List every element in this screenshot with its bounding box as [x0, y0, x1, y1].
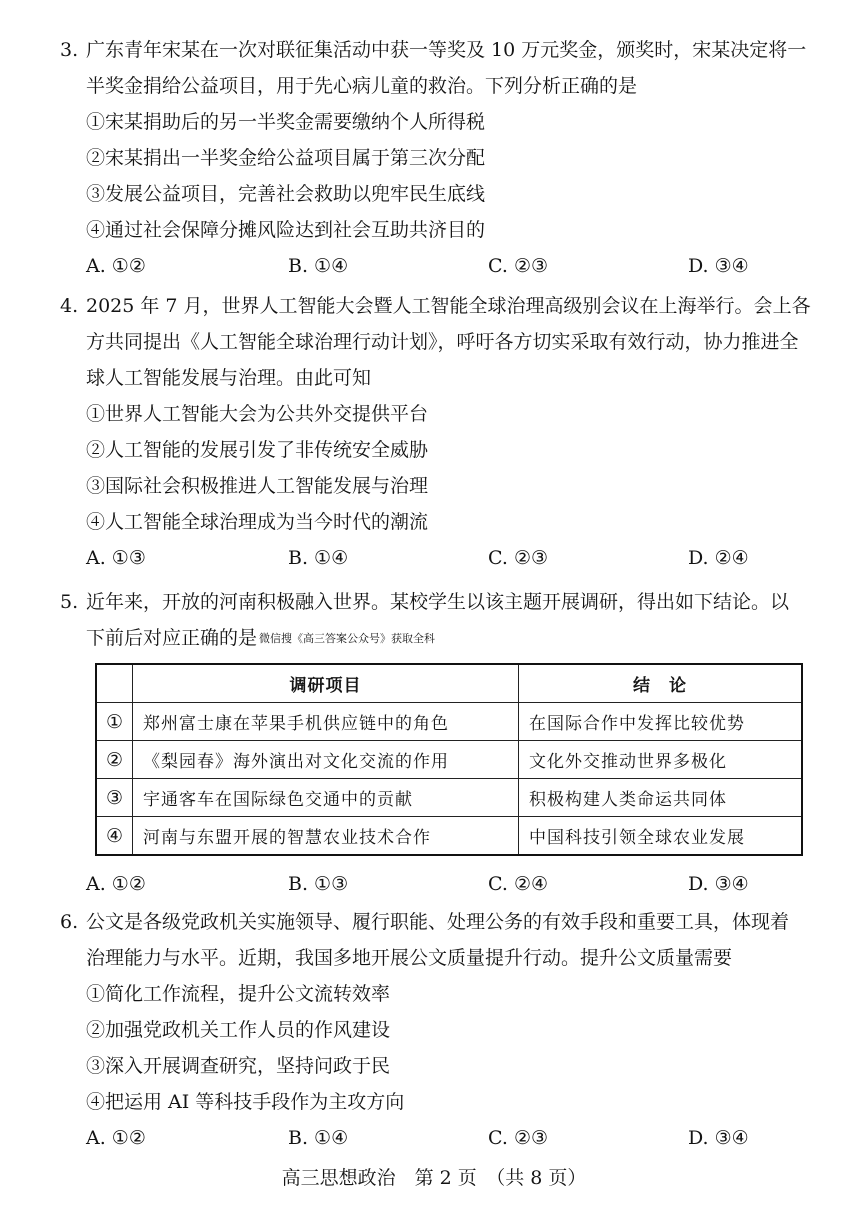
statement-option: ③国际社会积极推进人工智能发展与治理	[86, 475, 429, 497]
answer-choices	[60, 1120, 820, 1156]
page-footer: 高三思想政治 第 2 页 （共 8 页）	[281, 1167, 587, 1189]
table-row	[96, 703, 802, 741]
choice-a: A. ①②	[86, 873, 146, 895]
question-stem	[86, 584, 820, 657]
statement-option: ④通过社会保障分摊风险达到社会互助共济目的	[86, 219, 486, 241]
table-cell: ②	[96, 741, 133, 779]
choice-c: C. ②④	[488, 873, 549, 895]
table-cell: 《梨园春》海外演出对文化交流的作用	[133, 741, 519, 779]
table-cell: ④	[96, 817, 133, 856]
stem-line: 公文是各级党政机关实施领导、履行职能、处理公务的有效手段和重要工具，体现着	[86, 911, 790, 933]
statement-option: ③发展公益项目，完善社会救助以兜牢民生底线	[86, 183, 486, 205]
choice-c: C. ②③	[488, 255, 549, 277]
answer-choices	[60, 866, 820, 902]
stem-line: 治理能力与水平。近期，我国多地开展公文质量提升行动。提升公文质量需要	[86, 947, 733, 969]
statement-option: ①简化工作流程，提升公文流转效率	[86, 983, 391, 1005]
statement-option: ②人工智能的发展引发了非传统安全威胁	[86, 439, 429, 461]
question-6	[60, 904, 820, 1156]
question-stem	[86, 904, 820, 976]
answer-choices	[60, 540, 820, 576]
stem-line: 2025 年 7 月，世界人工智能大会暨人工智能全球治理高级别会议在上海举行。会上各	[86, 295, 811, 317]
table-cell: 河南与东盟开展的智慧农业技术合作	[133, 817, 519, 856]
choice-b: B. ①④	[288, 1127, 349, 1149]
question-stem	[86, 32, 820, 104]
choice-a: A. ①②	[86, 255, 146, 277]
table-cell: 积极构建人类命运共同体	[519, 779, 803, 817]
statement-option: ②加强党政机关工作人员的作风建设	[86, 1019, 391, 1041]
table-header	[96, 664, 133, 703]
table-header-row	[96, 664, 802, 703]
stem-line: 半奖金捐给公益项目，用于先心病儿童的救治。下列分析正确的是	[86, 75, 638, 97]
survey-table	[95, 663, 803, 856]
choice-a: A. ①③	[86, 547, 146, 569]
choice-b: B. ①④	[288, 547, 349, 569]
stem-line	[86, 620, 820, 657]
choice-c: C. ②③	[488, 1127, 549, 1149]
watermark-note: 微信搜《高三答案公众号》获取全科	[259, 632, 436, 645]
question-3	[60, 32, 820, 284]
question-number: 6.	[60, 911, 79, 933]
question-5-choices	[60, 866, 820, 902]
question-number: 5.	[60, 591, 79, 613]
table-cell: ①	[96, 703, 133, 741]
statement-option: ④把运用 AI 等科技手段作为主攻方向	[86, 1091, 405, 1113]
table-row	[96, 817, 802, 856]
question-number: 3.	[60, 39, 79, 61]
statement-option: ①世界人工智能大会为公共外交提供平台	[86, 403, 429, 425]
choice-b: B. ①④	[288, 255, 349, 277]
table-header: 结 论	[519, 664, 803, 703]
choice-d: D. ③④	[688, 1127, 749, 1149]
table-cell: 郑州富士康在苹果手机供应链中的角色	[133, 703, 519, 741]
question-5	[60, 584, 820, 657]
stem-line: 近年来，开放的河南积极融入世界。某校学生以该主题开展调研，得出如下结论。以	[86, 591, 790, 613]
table-header: 调研项目	[133, 664, 519, 703]
choice-a: A. ①②	[86, 1127, 146, 1149]
stem-line: 方共同提出《人工智能全球治理行动计划》，呼吁各方切实采取有效行动，协力推进全	[86, 331, 799, 353]
table-row	[96, 779, 802, 817]
answer-choices	[60, 248, 820, 284]
choice-d: D. ③④	[688, 255, 749, 277]
statement-option: ①宋某捐助后的另一半奖金需要缴纳个人所得税	[86, 111, 486, 133]
table-cell: 文化外交推动世界多极化	[519, 741, 803, 779]
stem-line: 广东青年宋某在一次对联征集活动中获一等奖及 10 万元奖金，颁奖时，宋某决定将一	[86, 39, 807, 61]
table-cell: 在国际合作中发挥比较优势	[519, 703, 803, 741]
stem-line-text: 下前后对应正确的是	[86, 627, 258, 649]
question-4	[60, 288, 820, 576]
statement-option: ②宋某捐出一半奖金给公益项目属于第三次分配	[86, 147, 486, 169]
table-row	[96, 741, 802, 779]
table-cell: ③	[96, 779, 133, 817]
stem-line: 球人工智能发展与治理。由此可知	[86, 367, 372, 389]
choice-d: D. ③④	[688, 873, 749, 895]
choice-b: B. ①③	[288, 873, 349, 895]
choice-c: C. ②③	[488, 547, 549, 569]
question-number: 4.	[60, 295, 79, 317]
statement-option: ④人工智能全球治理成为当今时代的潮流	[86, 511, 429, 533]
choice-d: D. ②④	[688, 547, 749, 569]
table-cell: 中国科技引领全球农业发展	[519, 817, 803, 856]
question-stem	[86, 288, 820, 396]
table-cell: 宇通客车在国际绿色交通中的贡献	[133, 779, 519, 817]
statement-option: ③深入开展调查研究，坚持问政于民	[86, 1055, 391, 1077]
